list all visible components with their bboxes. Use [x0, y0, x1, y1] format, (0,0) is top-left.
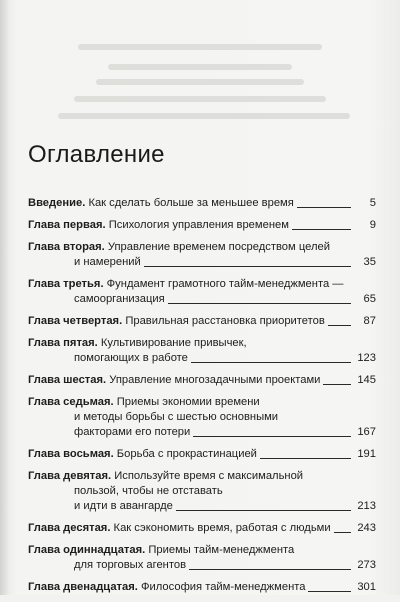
toc-entry-text [28, 580, 305, 595]
chapter-title: Как сэкономить время, работая с людьми [113, 522, 331, 534]
page-number: 167 [357, 426, 376, 438]
leader-line [334, 532, 351, 533]
chapter-title: Приемы тайм-менеджмента [148, 544, 295, 556]
faint-line [74, 96, 326, 102]
toc-entry-last-line [28, 580, 376, 595]
toc-entry-last-line [28, 521, 376, 536]
chapter-label: Глава седьмая. [28, 396, 114, 408]
chapter-title: Фундамент грамотного тайм-менеджмента — [106, 278, 344, 290]
toc-entry-text [28, 196, 294, 211]
toc-entry-text [28, 447, 257, 462]
toc-entry-last-line [28, 425, 376, 440]
toc-entry [28, 543, 376, 573]
toc-entry-text [28, 218, 289, 233]
chapter-title: и намерений [74, 256, 141, 268]
chapter-title: и идти в авангарде [74, 500, 173, 512]
toc-entry-text [28, 544, 294, 556]
table-of-contents [28, 196, 376, 602]
toc-entry-text [28, 278, 343, 290]
chapter-title: Культивирование привычек, [100, 337, 247, 349]
toc-entry [28, 447, 376, 462]
chapter-label: Глава двенадцатая. [28, 581, 138, 593]
bleed-through-text [0, 0, 400, 150]
chapter-label: Глава четвертая. [28, 315, 123, 327]
leader-line [328, 325, 351, 326]
toc-entry-text [74, 351, 188, 366]
chapter-title: самоорганизация [74, 293, 165, 305]
toc-entry [28, 395, 376, 440]
toc-entry-line [28, 336, 376, 351]
toc-entry-line [28, 277, 376, 292]
toc-entry-line [28, 395, 376, 410]
toc-entry-text [28, 241, 330, 253]
toc-entry-text [28, 337, 247, 349]
toc-entry [28, 336, 376, 366]
chapter-title: Используйте время с максимальной [114, 470, 304, 482]
leader-line [144, 266, 351, 267]
chapter-label: Глава шестая. [28, 374, 107, 386]
faint-line [108, 64, 292, 70]
faint-line [58, 113, 350, 119]
leader-line [308, 591, 351, 592]
chapter-title: Управление многозадачными проектами [109, 374, 321, 386]
page-number: 191 [357, 448, 376, 460]
toc-entry-text [74, 425, 190, 440]
toc-entry [28, 240, 376, 270]
toc-entry-line [28, 410, 376, 425]
toc-entry-line [28, 240, 376, 255]
chapter-title: Приемы экономии времени [116, 396, 260, 408]
chapter-label: Глава восьмая. [28, 448, 114, 460]
toc-entry [28, 373, 376, 388]
page-number: 87 [363, 315, 376, 327]
toc-entry-last-line [28, 499, 376, 514]
toc-entry-text [74, 499, 173, 514]
page-number: 145 [357, 374, 376, 386]
toc-entry-text [28, 373, 320, 388]
toc-entry-last-line [28, 292, 376, 307]
page-number: 123 [357, 352, 376, 364]
chapter-title: Правильная расстановка приоритетов [125, 315, 325, 327]
chapter-title: помогающих в работе [74, 352, 188, 364]
page-number: 273 [357, 559, 376, 571]
faint-line [96, 79, 304, 85]
toc-entry-text [28, 314, 325, 329]
toc-entry [28, 277, 376, 307]
chapter-title: Как сделать больше за меньшее время [88, 197, 294, 209]
page-number: 243 [357, 522, 376, 534]
page-number: 9 [369, 219, 376, 231]
chapter-label: Глава третья. [28, 278, 104, 290]
leader-line [292, 229, 351, 230]
leader-line [176, 510, 351, 511]
toc-entry-text [74, 255, 141, 270]
toc-entry-text [74, 292, 165, 307]
toc-entry-text [28, 396, 260, 408]
toc-entry-line [28, 469, 376, 484]
toc-entry-text [28, 470, 303, 482]
page-title: Оглавление [28, 141, 165, 168]
leader-line [189, 569, 351, 570]
faint-line [78, 44, 322, 50]
chapter-label: Глава девятая. [28, 470, 112, 482]
toc-entry-last-line [28, 314, 376, 329]
chapter-label: Глава первая. [28, 219, 106, 231]
chapter-title: пользой, чтобы не отставать [74, 485, 223, 497]
toc-entry-line [28, 543, 376, 558]
toc-entry-last-line [28, 351, 376, 366]
toc-entry-last-line [28, 255, 376, 270]
page-number: 5 [369, 197, 376, 209]
toc-entry [28, 469, 376, 514]
chapter-title: Управление временем посредством целей [107, 241, 330, 253]
chapter-title: Философия тайм-менеджмента [141, 581, 306, 593]
toc-entry-last-line [28, 218, 376, 233]
toc-entry [28, 521, 376, 536]
chapter-label: Введение. [28, 197, 86, 209]
toc-entry-text [74, 485, 223, 497]
chapter-label: Глава вторая. [28, 241, 105, 253]
page-number: 35 [363, 256, 376, 268]
toc-entry-text [28, 521, 331, 536]
leader-line [260, 458, 351, 459]
page-number: 65 [363, 293, 376, 305]
chapter-label: Глава десятая. [28, 522, 111, 534]
chapter-title: для торговых агентов [74, 559, 187, 571]
toc-entry-text [74, 411, 278, 423]
toc-entry [28, 218, 376, 233]
toc-entry [28, 314, 376, 329]
chapter-title: Борьба с прокрастинацией [116, 448, 257, 460]
chapter-title: и методы борьбы с шестью основными [74, 411, 279, 423]
toc-entry [28, 196, 376, 211]
chapter-label: Глава одиннадцатая. [28, 544, 146, 556]
toc-entry-last-line [28, 373, 376, 388]
leader-line [297, 207, 351, 208]
toc-entry [28, 580, 376, 595]
chapter-label: Глава пятая. [28, 337, 98, 349]
toc-entry-text [74, 558, 186, 573]
toc-entry-last-line [28, 558, 376, 573]
page-number: 301 [357, 581, 376, 593]
chapter-title: факторами его потери [74, 426, 191, 438]
toc-entry-line [28, 484, 376, 499]
leader-line [193, 436, 351, 437]
leader-line [168, 303, 351, 304]
chapter-title: Психология управления временем [108, 219, 289, 231]
leader-line [323, 384, 351, 385]
toc-entry-last-line [28, 196, 376, 211]
page-number: 213 [357, 500, 376, 512]
leader-line [191, 362, 351, 363]
toc-entry-last-line [28, 447, 376, 462]
